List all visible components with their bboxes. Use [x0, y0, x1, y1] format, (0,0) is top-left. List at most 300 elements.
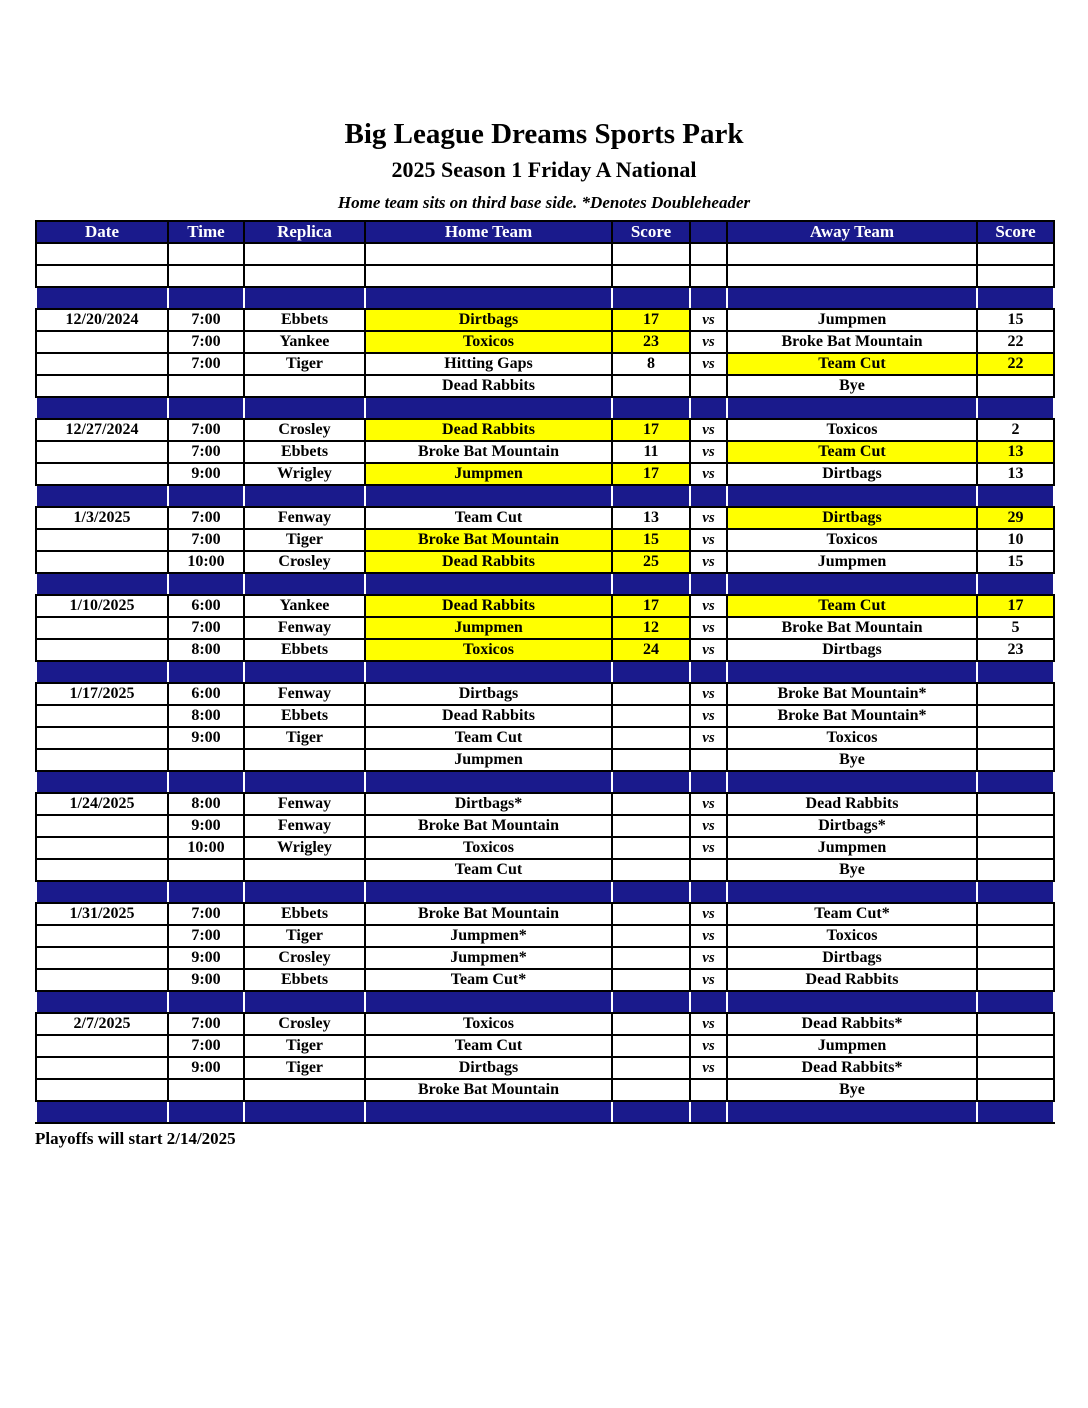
game-row: [36, 793, 1054, 815]
time-cell: 9:00: [168, 815, 244, 837]
home-team-cell: Dead Rabbits: [365, 551, 612, 573]
game-row: [36, 507, 1054, 529]
replica-cell: Fenway: [244, 815, 365, 837]
header-cell-date: Date: [36, 221, 168, 243]
away-score-cell: [977, 903, 1054, 925]
replica-cell: Wrigley: [244, 837, 365, 859]
vs-cell: vs: [690, 353, 727, 375]
away-score-cell: [977, 243, 1054, 265]
separator-cell: [168, 573, 244, 595]
game-row: [36, 925, 1054, 947]
away-score-cell: [977, 375, 1054, 397]
time-cell: [168, 265, 244, 287]
away-score-cell: 23: [977, 639, 1054, 661]
replica-cell: [244, 859, 365, 881]
vs-cell: vs: [690, 639, 727, 661]
game-row: [36, 705, 1054, 727]
date-cell: [36, 969, 168, 991]
separator-cell: [690, 573, 727, 595]
home-team-cell: Dirtbags: [365, 1057, 612, 1079]
away-team-cell: Dead Rabbits*: [727, 1057, 977, 1079]
away-score-cell: 15: [977, 309, 1054, 331]
separator-cell: [36, 661, 168, 683]
separator-cell: [612, 991, 690, 1013]
away-team-cell: Team Cut: [727, 353, 977, 375]
date-cell: [36, 639, 168, 661]
away-score-cell: [977, 705, 1054, 727]
separator-row: [36, 661, 1054, 683]
away-score-cell: [977, 815, 1054, 837]
home-team-cell: Team Cut: [365, 1035, 612, 1057]
away-score-cell: 22: [977, 331, 1054, 353]
date-cell: 1/17/2025: [36, 683, 168, 705]
date-cell: 1/3/2025: [36, 507, 168, 529]
separator-cell: [168, 881, 244, 903]
separator-cell: [977, 661, 1054, 683]
separator-row: [36, 991, 1054, 1013]
home-score-cell: [612, 859, 690, 881]
away-team-cell: Toxicos: [727, 419, 977, 441]
separator-cell: [244, 991, 365, 1013]
separator-cell: [365, 573, 612, 595]
separator-cell: [727, 991, 977, 1013]
replica-cell: Wrigley: [244, 463, 365, 485]
date-cell: 2/7/2025: [36, 1013, 168, 1035]
separator-cell: [168, 1101, 244, 1123]
separator-cell: [36, 991, 168, 1013]
separator-cell: [977, 287, 1054, 309]
away-team-cell: Team Cut*: [727, 903, 977, 925]
time-cell: 7:00: [168, 309, 244, 331]
replica-cell: [244, 265, 365, 287]
away-score-cell: [977, 1079, 1054, 1101]
away-team-cell: Toxicos: [727, 529, 977, 551]
replica-cell: Ebbets: [244, 639, 365, 661]
away-score-cell: [977, 265, 1054, 287]
home-team-cell: Jumpmen*: [365, 925, 612, 947]
home-score-cell: [612, 925, 690, 947]
away-team-cell: Broke Bat Mountain*: [727, 683, 977, 705]
separator-cell: [365, 771, 612, 793]
page-subtitle: 2025 Season 1 Friday A National: [391, 157, 697, 182]
date-cell: [36, 947, 168, 969]
home-score-cell: [612, 749, 690, 771]
separator-cell: [977, 1101, 1054, 1123]
bye-row: [36, 859, 1054, 881]
separator-cell: [727, 881, 977, 903]
separator-cell: [727, 573, 977, 595]
game-row: [36, 529, 1054, 551]
vs-cell: [690, 749, 727, 771]
away-score-cell: 29: [977, 507, 1054, 529]
time-cell: 8:00: [168, 705, 244, 727]
vs-cell: vs: [690, 551, 727, 573]
away-score-cell: [977, 969, 1054, 991]
replica-cell: Ebbets: [244, 969, 365, 991]
separator-cell: [977, 573, 1054, 595]
away-score-cell: 13: [977, 441, 1054, 463]
date-cell: 12/27/2024: [36, 419, 168, 441]
replica-cell: Fenway: [244, 617, 365, 639]
home-score-cell: [612, 727, 690, 749]
replica-cell: [244, 1079, 365, 1101]
home-team-cell: Dead Rabbits: [365, 419, 612, 441]
home-team-cell: Dirtbags: [365, 309, 612, 331]
replica-cell: Fenway: [244, 683, 365, 705]
home-team-cell: Team Cut: [365, 507, 612, 529]
separator-cell: [727, 397, 977, 419]
home-score-cell: 23: [612, 331, 690, 353]
home-score-cell: 11: [612, 441, 690, 463]
separator-row: [36, 397, 1054, 419]
time-cell: 9:00: [168, 969, 244, 991]
away-score-cell: 10: [977, 529, 1054, 551]
separator-cell: [36, 573, 168, 595]
home-team-cell: [365, 265, 612, 287]
away-team-cell: Dead Rabbits: [727, 969, 977, 991]
date-cell: [36, 441, 168, 463]
away-score-cell: [977, 925, 1054, 947]
vs-cell: vs: [690, 815, 727, 837]
replica-cell: Tiger: [244, 353, 365, 375]
away-team-cell: Bye: [727, 749, 977, 771]
away-score-cell: 17: [977, 595, 1054, 617]
away-team-cell: Dirtbags: [727, 463, 977, 485]
separator-cell: [690, 771, 727, 793]
home-score-cell: [612, 705, 690, 727]
separator-cell: [612, 1101, 690, 1123]
away-score-cell: 2: [977, 419, 1054, 441]
playoffs-note: Playoffs will start 2/14/2025: [35, 1129, 236, 1148]
home-score-cell: 13: [612, 507, 690, 529]
time-cell: 7:00: [168, 529, 244, 551]
vs-cell: vs: [690, 419, 727, 441]
home-team-cell: Jumpmen: [365, 463, 612, 485]
vs-cell: vs: [690, 903, 727, 925]
separator-cell: [612, 771, 690, 793]
game-row: [36, 595, 1054, 617]
away-score-cell: [977, 1013, 1054, 1035]
home-team-cell: Dirtbags: [365, 683, 612, 705]
header-cell-score: Score: [977, 221, 1054, 243]
away-team-cell: Jumpmen: [727, 551, 977, 573]
time-cell: [168, 375, 244, 397]
game-row: [36, 1057, 1054, 1079]
game-row: [36, 903, 1054, 925]
home-score-cell: [612, 375, 690, 397]
time-cell: 7:00: [168, 1013, 244, 1035]
game-row: [36, 639, 1054, 661]
separator-cell: [244, 573, 365, 595]
vs-cell: vs: [690, 705, 727, 727]
time-cell: 7:00: [168, 353, 244, 375]
header-cell-score: Score: [612, 221, 690, 243]
home-team-cell: Broke Bat Mountain: [365, 441, 612, 463]
separator-cell: [977, 881, 1054, 903]
away-team-cell: Team Cut: [727, 595, 977, 617]
date-cell: [36, 705, 168, 727]
away-team-cell: Broke Bat Mountain*: [727, 705, 977, 727]
table-header-row: [36, 221, 1054, 243]
away-team-cell: Jumpmen: [727, 1035, 977, 1057]
home-team-cell: Toxicos: [365, 331, 612, 353]
home-score-cell: [612, 837, 690, 859]
separator-cell: [168, 485, 244, 507]
away-team-cell: Dead Rabbits*: [727, 1013, 977, 1035]
replica-cell: Crosley: [244, 419, 365, 441]
away-score-cell: [977, 793, 1054, 815]
home-score-cell: [612, 793, 690, 815]
game-row: [36, 1013, 1054, 1035]
time-cell: 9:00: [168, 1057, 244, 1079]
separator-cell: [727, 661, 977, 683]
separator-cell: [727, 485, 977, 507]
date-cell: [36, 353, 168, 375]
home-team-cell: Broke Bat Mountain: [365, 815, 612, 837]
separator-cell: [977, 485, 1054, 507]
separator-cell: [365, 397, 612, 419]
home-team-note: Home team sits on third base side. *Denotes Doubleheader: [337, 193, 751, 212]
date-cell: 1/10/2025: [36, 595, 168, 617]
away-team-cell: Broke Bat Mountain: [727, 331, 977, 353]
time-cell: 7:00: [168, 419, 244, 441]
time-cell: 7:00: [168, 507, 244, 529]
home-score-cell: 24: [612, 639, 690, 661]
separator-cell: [168, 661, 244, 683]
separator-cell: [168, 397, 244, 419]
vs-cell: vs: [690, 441, 727, 463]
home-team-cell: Dead Rabbits: [365, 375, 612, 397]
date-cell: [36, 551, 168, 573]
replica-cell: Crosley: [244, 947, 365, 969]
separator-cell: [36, 485, 168, 507]
home-team-cell: Team Cut*: [365, 969, 612, 991]
separator-cell: [244, 881, 365, 903]
separator-cell: [244, 771, 365, 793]
separator-row: [36, 771, 1054, 793]
vs-cell: vs: [690, 683, 727, 705]
separator-cell: [727, 771, 977, 793]
separator-cell: [244, 287, 365, 309]
home-score-cell: [612, 969, 690, 991]
vs-cell: vs: [690, 463, 727, 485]
game-row: [36, 969, 1054, 991]
replica-cell: Tiger: [244, 1057, 365, 1079]
home-team-cell: Broke Bat Mountain: [365, 529, 612, 551]
date-cell: [36, 1079, 168, 1101]
replica-cell: Yankee: [244, 331, 365, 353]
separator-cell: [612, 485, 690, 507]
away-score-cell: 13: [977, 463, 1054, 485]
date-cell: [36, 1035, 168, 1057]
separator-cell: [612, 881, 690, 903]
bye-row: [36, 375, 1054, 397]
home-score-cell: 17: [612, 419, 690, 441]
replica-cell: Tiger: [244, 1035, 365, 1057]
home-team-cell: Toxicos: [365, 1013, 612, 1035]
separator-cell: [690, 1101, 727, 1123]
separator-cell: [365, 661, 612, 683]
separator-cell: [168, 771, 244, 793]
separator-cell: [36, 771, 168, 793]
replica-cell: Crosley: [244, 551, 365, 573]
home-team-cell: Team Cut: [365, 859, 612, 881]
vs-cell: vs: [690, 529, 727, 551]
header-cell-vs: [690, 221, 727, 243]
separator-cell: [690, 397, 727, 419]
replica-cell: Ebbets: [244, 441, 365, 463]
separator-row: [36, 485, 1054, 507]
home-score-cell: [612, 1013, 690, 1035]
home-team-cell: Dead Rabbits: [365, 705, 612, 727]
away-team-cell: Bye: [727, 375, 977, 397]
date-cell: [36, 375, 168, 397]
date-cell: [36, 243, 168, 265]
away-team-cell: Dead Rabbits: [727, 793, 977, 815]
time-cell: 7:00: [168, 1035, 244, 1057]
away-team-cell: Dirtbags: [727, 639, 977, 661]
game-row: [36, 331, 1054, 353]
home-team-cell: Dead Rabbits: [365, 595, 612, 617]
away-team-cell: Team Cut: [727, 441, 977, 463]
vs-cell: vs: [690, 507, 727, 529]
away-team-cell: Dirtbags: [727, 507, 977, 529]
home-score-cell: 8: [612, 353, 690, 375]
vs-cell: vs: [690, 617, 727, 639]
bye-row: [36, 1079, 1054, 1101]
separator-cell: [365, 881, 612, 903]
away-team-cell: [727, 243, 977, 265]
away-score-cell: [977, 1035, 1054, 1057]
game-row: [36, 551, 1054, 573]
schedule-table-body: [36, 221, 1054, 1123]
replica-cell: Fenway: [244, 507, 365, 529]
time-cell: 6:00: [168, 595, 244, 617]
time-cell: [168, 859, 244, 881]
date-cell: [36, 331, 168, 353]
home-score-cell: 12: [612, 617, 690, 639]
header-cell-time: Time: [168, 221, 244, 243]
away-team-cell: [727, 265, 977, 287]
separator-cell: [690, 991, 727, 1013]
home-score-cell: [612, 1057, 690, 1079]
game-row: [36, 815, 1054, 837]
separator-cell: [168, 991, 244, 1013]
home-team-cell: Toxicos: [365, 837, 612, 859]
away-score-cell: [977, 683, 1054, 705]
separator-cell: [690, 881, 727, 903]
away-score-cell: [977, 947, 1054, 969]
replica-cell: Ebbets: [244, 705, 365, 727]
away-team-cell: Dirtbags: [727, 947, 977, 969]
away-team-cell: Toxicos: [727, 925, 977, 947]
date-cell: [36, 925, 168, 947]
vs-cell: vs: [690, 1035, 727, 1057]
time-cell: 7:00: [168, 903, 244, 925]
separator-cell: [365, 287, 612, 309]
separator-cell: [977, 397, 1054, 419]
vs-cell: [690, 859, 727, 881]
home-team-cell: [365, 243, 612, 265]
replica-cell: Tiger: [244, 529, 365, 551]
separator-cell: [690, 485, 727, 507]
time-cell: 8:00: [168, 639, 244, 661]
vs-cell: vs: [690, 837, 727, 859]
empty-row: [36, 265, 1054, 287]
replica-cell: Fenway: [244, 793, 365, 815]
separator-cell: [36, 1101, 168, 1123]
game-row: [36, 727, 1054, 749]
header-cell-away-team: Away Team: [727, 221, 977, 243]
bye-row: [36, 749, 1054, 771]
vs-cell: vs: [690, 1013, 727, 1035]
home-score-cell: [612, 243, 690, 265]
separator-cell: [612, 661, 690, 683]
vs-cell: vs: [690, 1057, 727, 1079]
vs-cell: vs: [690, 309, 727, 331]
home-team-cell: Team Cut: [365, 727, 612, 749]
date-cell: [36, 617, 168, 639]
separator-cell: [244, 485, 365, 507]
home-team-cell: Broke Bat Mountain: [365, 1079, 612, 1101]
replica-cell: [244, 243, 365, 265]
home-team-cell: Hitting Gaps: [365, 353, 612, 375]
vs-cell: vs: [690, 793, 727, 815]
date-cell: [36, 837, 168, 859]
game-row: [36, 309, 1054, 331]
away-team-cell: Jumpmen: [727, 309, 977, 331]
vs-cell: [690, 375, 727, 397]
separator-cell: [244, 397, 365, 419]
game-row: [36, 419, 1054, 441]
away-score-cell: 22: [977, 353, 1054, 375]
date-cell: 12/20/2024: [36, 309, 168, 331]
time-cell: 8:00: [168, 793, 244, 815]
home-score-cell: [612, 1079, 690, 1101]
home-score-cell: 17: [612, 309, 690, 331]
header-cell-home-team: Home Team: [365, 221, 612, 243]
home-team-cell: Jumpmen: [365, 749, 612, 771]
separator-cell: [365, 991, 612, 1013]
separator-cell: [612, 397, 690, 419]
empty-row: [36, 243, 1054, 265]
away-team-cell: Toxicos: [727, 727, 977, 749]
separator-row: [36, 287, 1054, 309]
separator-row: [36, 881, 1054, 903]
game-row: [36, 463, 1054, 485]
vs-cell: [690, 243, 727, 265]
time-cell: 10:00: [168, 837, 244, 859]
game-row: [36, 617, 1054, 639]
date-cell: [36, 749, 168, 771]
separator-cell: [365, 1101, 612, 1123]
away-score-cell: [977, 1057, 1054, 1079]
home-team-cell: Broke Bat Mountain: [365, 903, 612, 925]
home-score-cell: [612, 815, 690, 837]
vs-cell: vs: [690, 969, 727, 991]
vs-cell: vs: [690, 595, 727, 617]
away-score-cell: [977, 837, 1054, 859]
away-team-cell: Broke Bat Mountain: [727, 617, 977, 639]
away-team-cell: Bye: [727, 1079, 977, 1101]
separator-row: [36, 1101, 1054, 1123]
separator-cell: [244, 1101, 365, 1123]
replica-cell: Yankee: [244, 595, 365, 617]
vs-cell: vs: [690, 925, 727, 947]
date-cell: [36, 727, 168, 749]
vs-cell: vs: [690, 947, 727, 969]
home-team-cell: Jumpmen*: [365, 947, 612, 969]
